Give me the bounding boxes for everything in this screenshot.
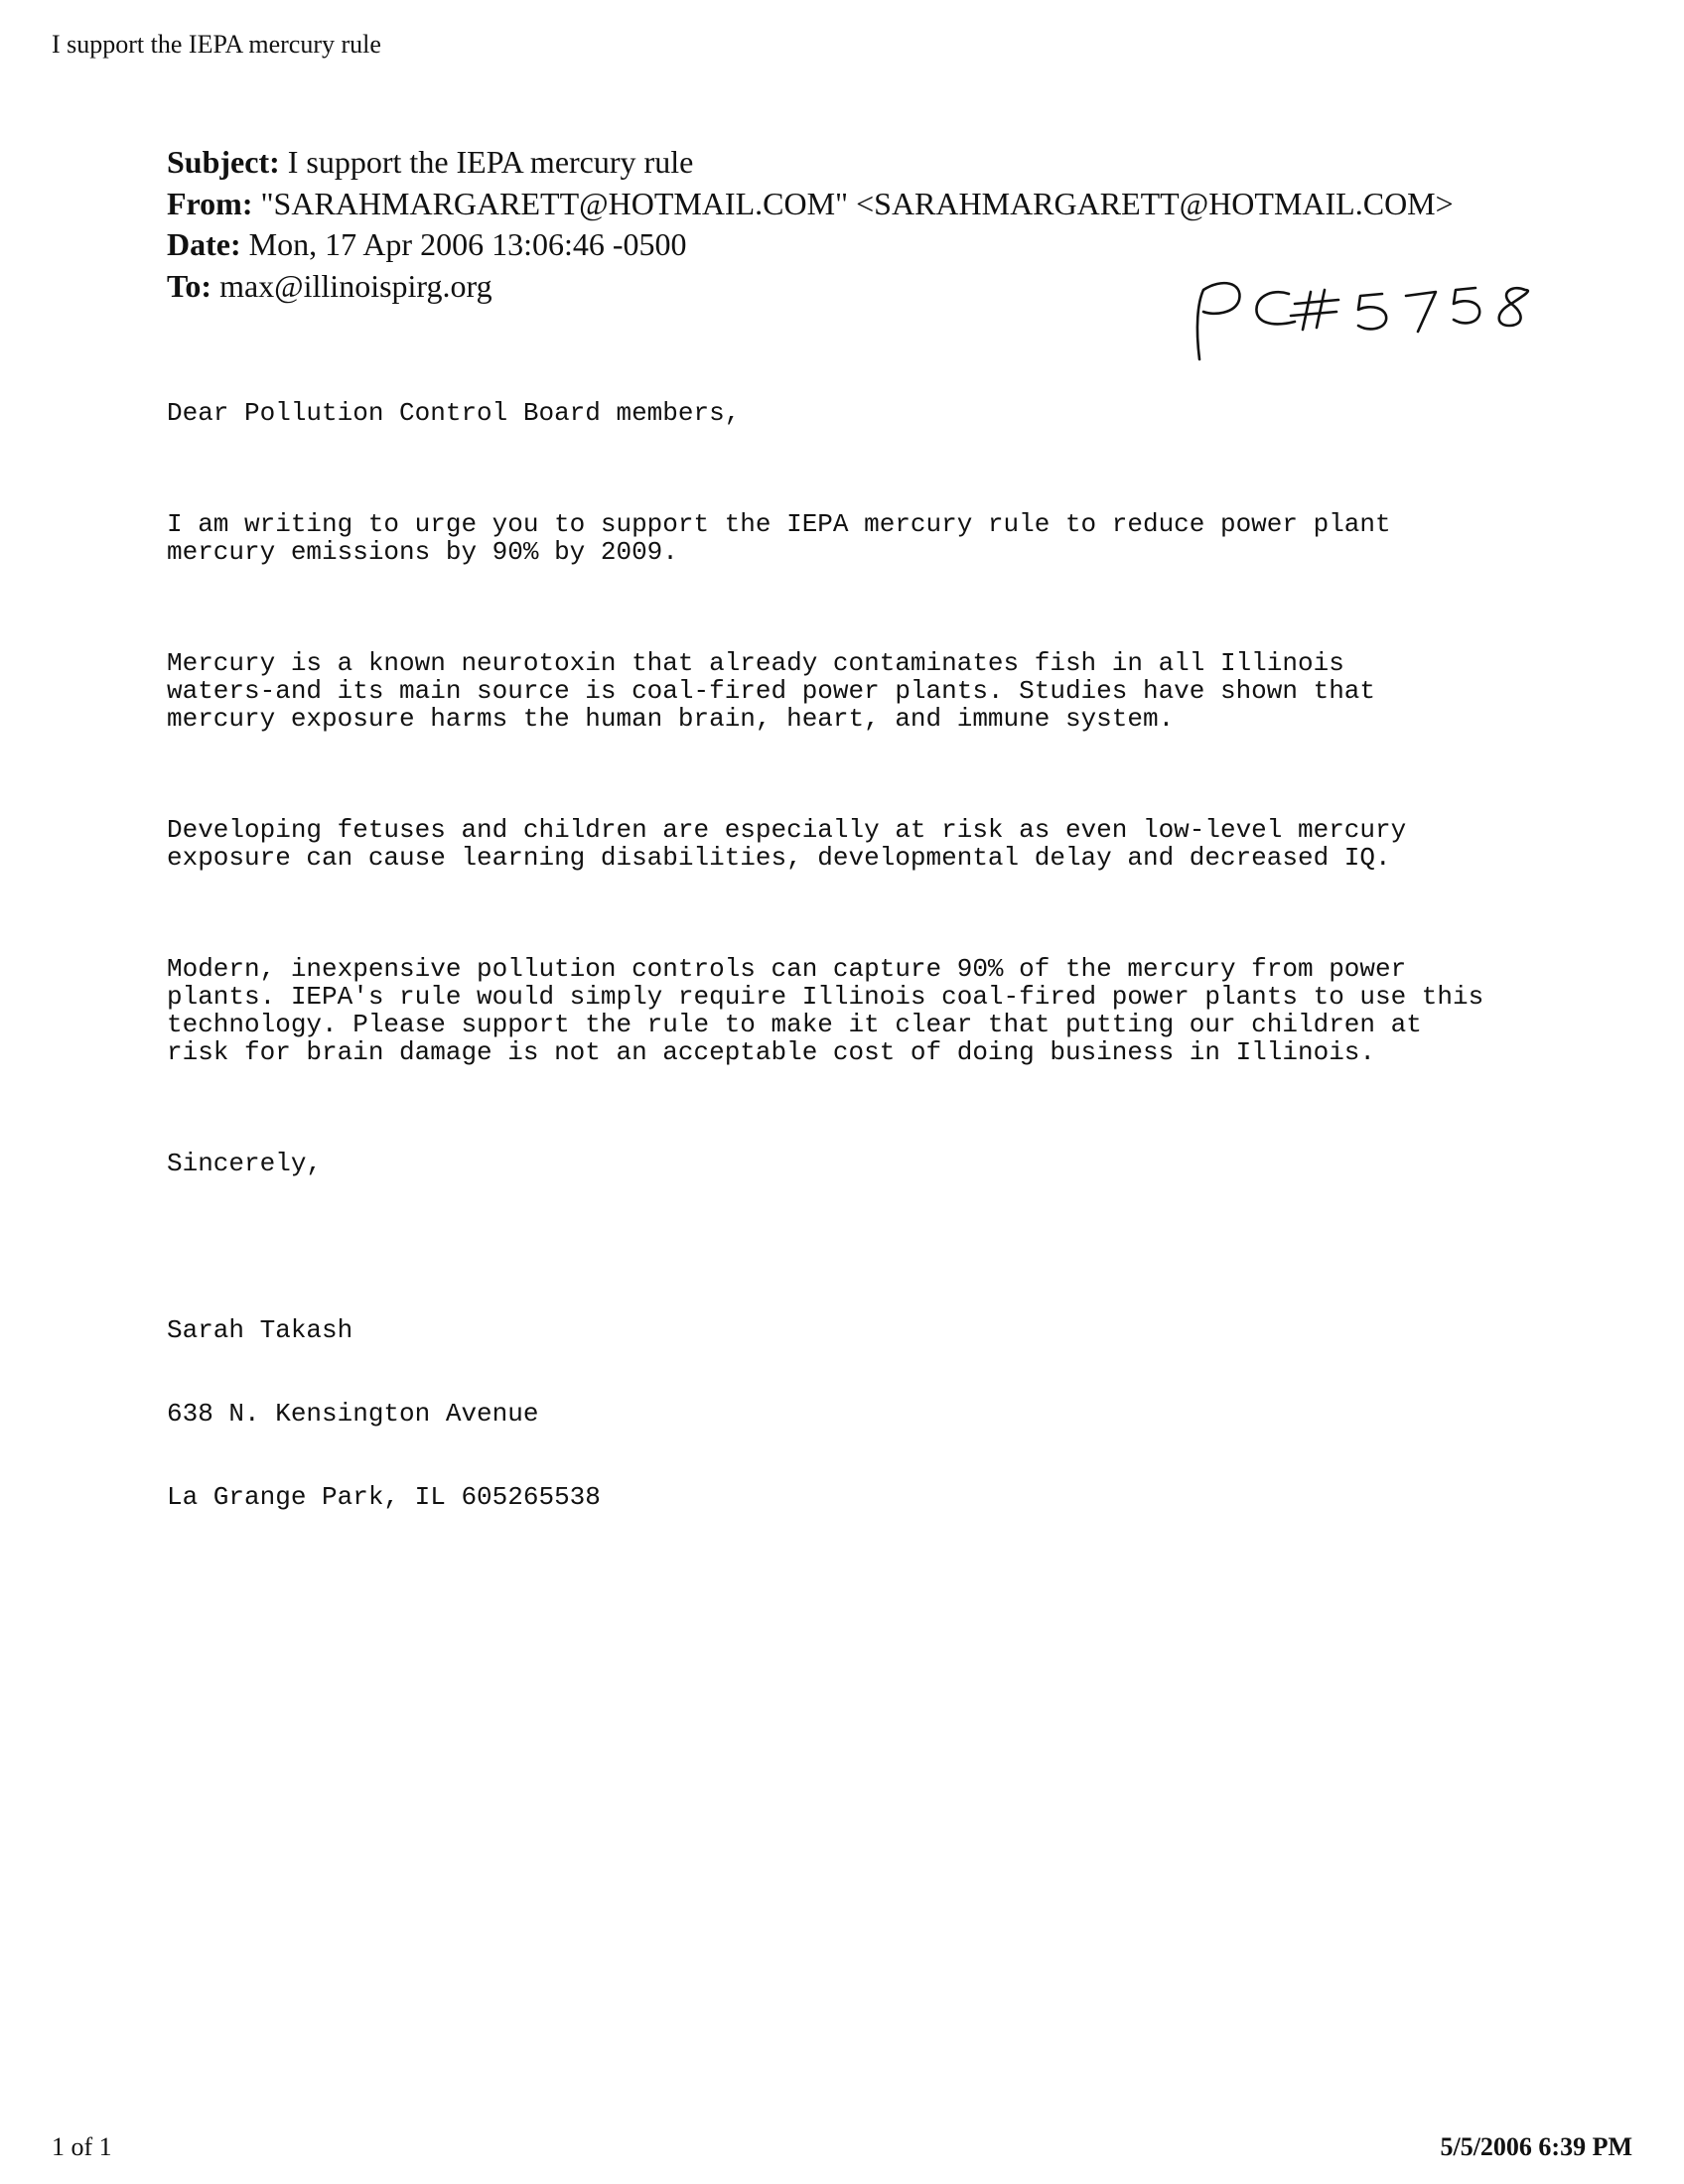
page-number: 1 of 1 <box>52 2132 112 2161</box>
subject-label: Subject: <box>167 144 280 180</box>
body-paragraph-2: Mercury is a known neurotoxin that already contaminates fish in all Illinois waters-and its main source is coal-fired power plants. Studies have shown that mercury exposure harms the human brain, heart, and immune system. <box>167 648 1375 734</box>
signature-block <box>167 1261 1483 1567</box>
page-title: I support the IEPA mercury rule <box>52 30 381 59</box>
from-label: From: <box>167 185 253 221</box>
signature-name: Sarah Takash <box>167 1315 353 1345</box>
date-label: Date: <box>167 226 241 262</box>
signature-address-line-2: La Grange Park, IL 605265538 <box>167 1482 601 1512</box>
body-paragraph-1: I am writing to urge you to support the IEPA mercury rule to reduce power plant mercury emissions by 90% by 2009. <box>167 509 1391 567</box>
greeting: Dear Pollution Control Board members, <box>167 398 741 428</box>
date-value: Mon, 17 Apr 2006 13:06:46 -0500 <box>248 226 687 262</box>
printed-timestamp: 5/5/2006 6:39 PM <box>1440 2132 1632 2161</box>
to-label: To: <box>167 267 212 304</box>
body-paragraph-4: Modern, inexpensive pollution controls can capture 90% of the mercury from power plants. IEPA's rule would simply require Illinois coal-fired power plants to use this technology. Please support the rule to make it clear that putting our children at risk for brain damage is not an acceptable cost of doing business in Illinois. <box>167 954 1484 1067</box>
email-body <box>167 343 1483 1594</box>
signature-address-line-1: 638 N. Kensington Avenue <box>167 1399 539 1429</box>
from-value: "SARAHMARGARETT@HOTMAIL.COM" <SARAHMARGARETT@HOTMAIL.COM> <box>260 185 1454 221</box>
subject-value: I support the IEPA mercury rule <box>287 144 694 180</box>
from-row <box>167 184 1454 225</box>
to-value: max@illinoispirg.org <box>219 267 492 304</box>
body-paragraph-3: Developing fetuses and children are especially at risk as even low-level mercury exposure can cause learning disabilities, developmental delay and decreased IQ. <box>167 815 1407 873</box>
subject-row <box>167 142 1454 184</box>
closing: Sincerely, <box>167 1149 323 1178</box>
date-row <box>167 224 1454 266</box>
